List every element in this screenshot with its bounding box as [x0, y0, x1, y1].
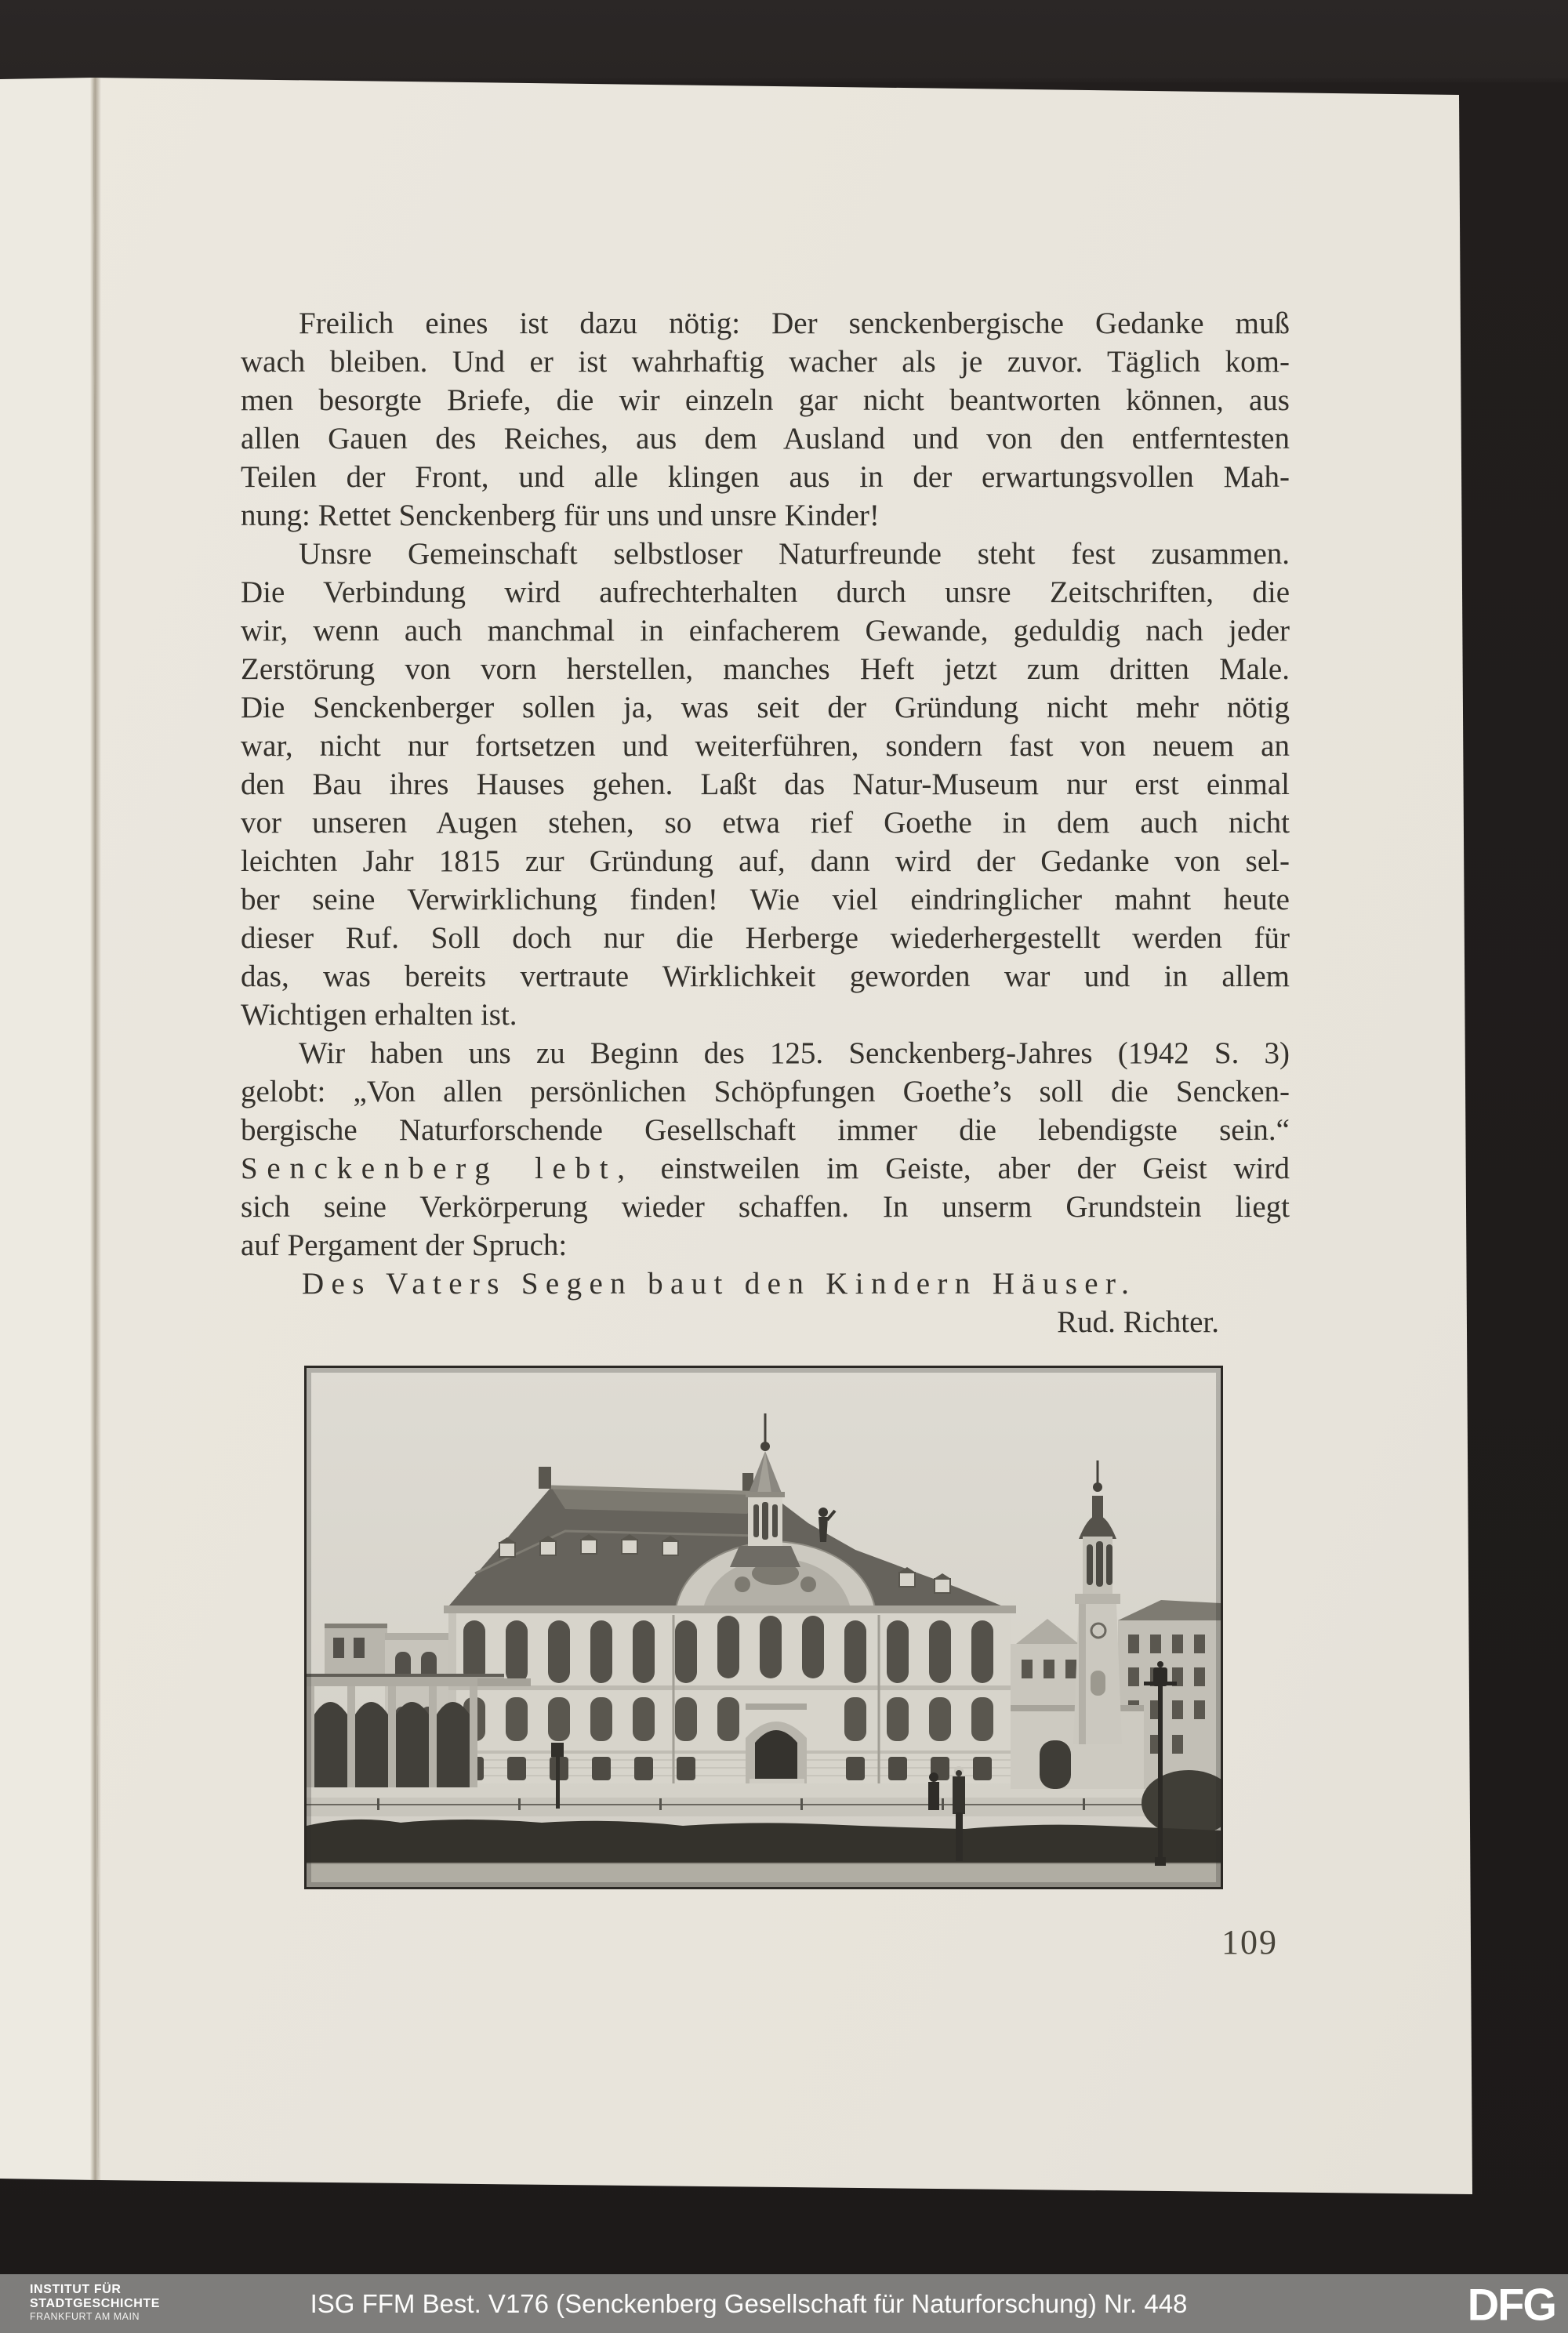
institute-logo-line2: STADTGESCHICHTE: [30, 2297, 161, 2310]
institute-logo-line1: INSTITUT FÜR: [30, 2283, 122, 2296]
museum-photograph: [304, 1366, 1223, 1889]
text-line: auf Pergament der Spruch:: [241, 1228, 568, 1262]
emphasized-spaced-text: Senckenberg lebt,: [241, 1152, 634, 1185]
museum-photo-illustration: [307, 1368, 1221, 1887]
text-line: Die Verbindung wird aufrechterhalten durch unsre Zeitschriften, die: [241, 575, 1290, 609]
text-line: Unsre Gemeinschaft selbstloser Naturfreunde steht fest zusammen.: [299, 537, 1290, 571]
text-line: Wir haben uns zu Beginn des 125. Senckenberg-Jahres (1942 S. 3): [299, 1036, 1290, 1070]
text-line-rest: einstweilen im Geiste, aber der Geist wird: [633, 1152, 1290, 1185]
text-line: Wichtigen erhalten ist.: [241, 998, 517, 1032]
text-line: wach bleiben. Und er ist wahrhaftig wacher als je zuvor. Täglich kom-: [241, 345, 1290, 379]
text-line: [241, 1149, 1290, 1188]
text-line: Die Senckenberger sollen ja, was seit der Gründung nicht mehr nötig: [241, 691, 1290, 724]
text-line: ber seine Verwirklichung finden! Wie viel eindringlicher mahnt heute: [241, 883, 1290, 916]
text-line: Freilich eines ist dazu nötig: Der senckenbergische Gedanke muß: [299, 307, 1290, 340]
text-line: Zerstörung von vorn herstellen, manches Heft jetzt zum dritten Male.: [241, 652, 1290, 686]
motto-line: Des Vaters Segen baut den Kindern Häuser.: [302, 1267, 1137, 1301]
text-line: sich seine Verkörperung wieder schaffen. In unserm Grundstein liegt: [241, 1190, 1290, 1224]
text-line: leichten Jahr 1815 zur Gründung auf, dann wird der Gedanke von sel-: [241, 844, 1290, 878]
dfg-logo: DFG: [1467, 2279, 1555, 2330]
text-line: wir, wenn auch manchmal in einfacherem Gewande, geduldig nach jeder: [241, 614, 1290, 648]
page-number: 109: [1221, 1923, 1278, 1961]
institute-logo-line3: FRANKFURT AM MAIN: [30, 2311, 140, 2322]
author-signature-line: Rud. Richter.: [1057, 1305, 1219, 1339]
text-line: vor unseren Augen stehen, so etwa rief Goethe in dem auch nicht: [241, 806, 1290, 840]
text-line: bergische Naturforschende Gesellschaft immer die lebendigste sein.“: [241, 1113, 1290, 1147]
text-line: allen Gauen des Reiches, aus dem Ausland und von den entferntesten: [241, 422, 1290, 455]
text-line: men besorgte Briefe, die wir einzeln gar nicht beantworten können, aus: [241, 383, 1290, 417]
text-line: Teilen der Front, und alle klingen aus in der erwartungsvollen Mah-: [241, 460, 1290, 494]
archive-reference: ISG FFM Best. V176 (Senckenberg Gesellschaft für Naturforschung) Nr. 448: [310, 2289, 1188, 2318]
text-line: das, was bereits vertraute Wirklichkeit geworden war und in allem: [241, 960, 1290, 993]
text-line: dieser Ruf. Soll doch nur die Herberge wiederhergestellt werden für: [241, 921, 1290, 955]
page-text-block: [241, 304, 1290, 1341]
text-line: nung: Rettet Senckenberg für uns und unsre Kinder!: [241, 499, 880, 532]
text-line: war, nicht nur fortsetzen und weiterführen, sondern fast von neuem an: [241, 729, 1290, 763]
page-fold-line: [90, 78, 101, 2180]
text-line: gelobt: „Von allen persönlichen Schöpfungen Goethe’s soll die Sencken-: [241, 1075, 1290, 1108]
main-building-facade: [444, 1606, 1016, 1783]
archive-footer-bar: [0, 2274, 1568, 2333]
text-line: den Bau ihres Hauses gehen. Laßt das Natur-Museum nur erst einmal: [241, 767, 1290, 801]
